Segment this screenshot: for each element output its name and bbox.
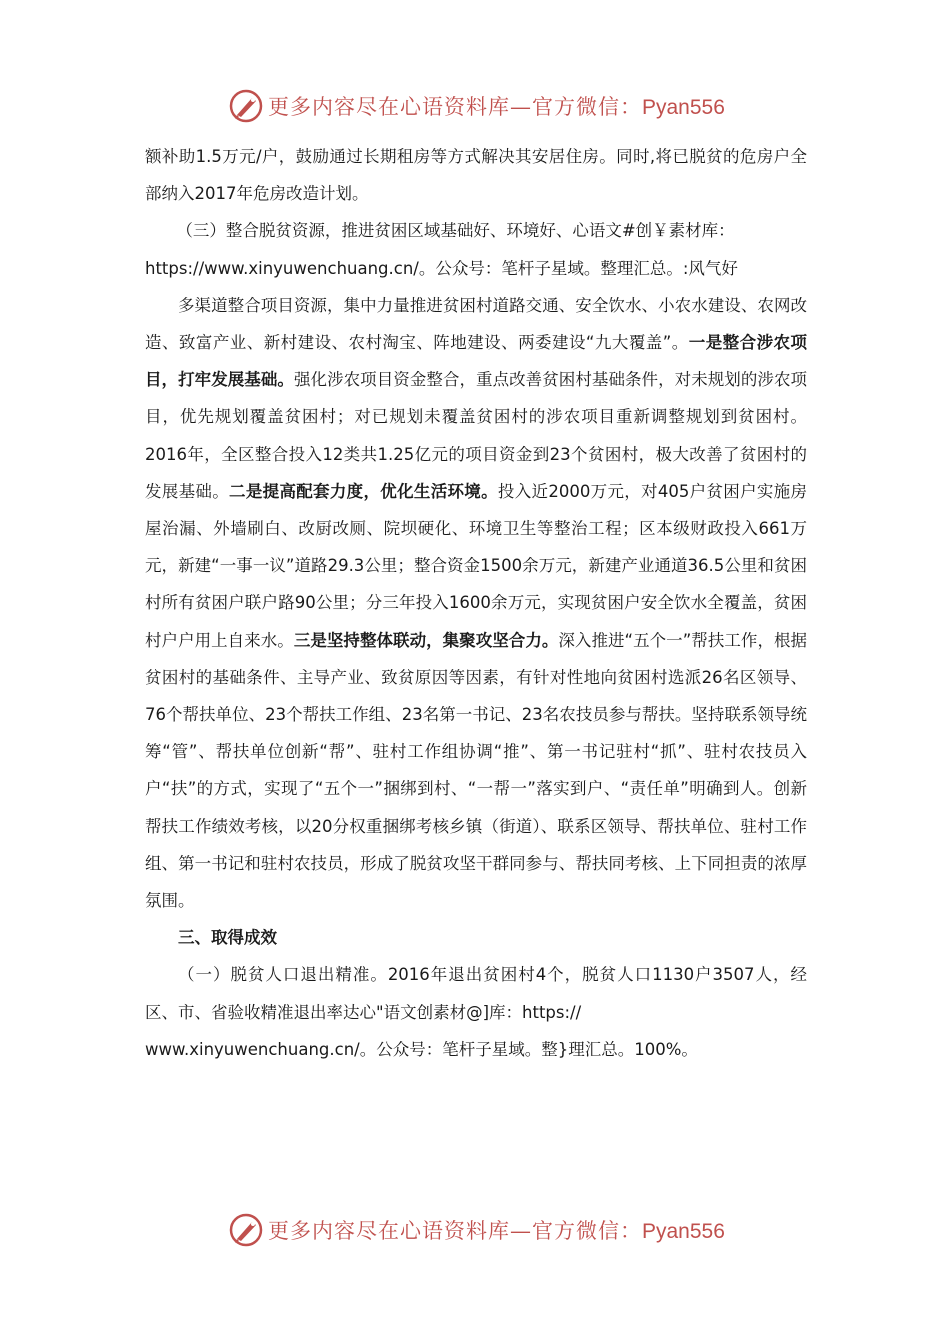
header-watermark-banner	[228, 86, 725, 126]
bold-point-three: 三是坚持整体联动，集聚攻坚合力。	[293, 630, 559, 650]
footer-watermark-banner	[228, 1210, 725, 1250]
paragraph-subsidy: 额补助1.5万元/户，鼓励通过长期租房等方式解决其安居住房。同时,将已脱贫的危房户全部纳入2017年危房改造计划。	[145, 147, 807, 204]
banner-wechat-id: Pyan556	[642, 96, 725, 119]
section-heading-results: 三、取得成效	[178, 928, 277, 948]
paragraph-exit-accuracy: （一）脱贫人口退出精准。2016年退出贫困村4个，脱贫人口1130户3507人，经区、市、省验收精准退出率达心"语文创素材@]库：https://	[145, 965, 807, 1022]
pen-nib-circle-icon	[228, 1212, 264, 1248]
banner-wechat-id: Pyan556	[642, 1220, 725, 1243]
bold-point-one: 一是整合涉农项目，打牢发展基础。	[145, 333, 807, 390]
document-body	[145, 138, 807, 1068]
banner-text: 更多内容尽在心语资料库—官方微信：Pyan556	[268, 1219, 725, 1243]
banner-text: 更多内容尽在心语资料库—官方微信：Pyan556	[268, 95, 725, 119]
bold-point-two: 二是提高配套力度，优化生活环境。	[229, 481, 498, 501]
paragraph-integration: 多渠道整合项目资源，集中力量推进贫困村道路交通、安全饮水、小农水建设、农网改造、致富产业、新村建设、农村淘宝、阵地建设、两委建设“九大覆盖”。一是整合涉农项目，打牢发展基础。强化涉农项目资金整合，重点改善贫困村基础条件，对未规划的涉农项目，优先规划覆盖贫困村；对已规划未覆盖贫困村的涉农项目重新调整规划到贫困村。2016年，全区整合投入12类共1.25亿元的项目资金到23个贫困村，极大改善了贫困村的发展基础。二是提高配套力度，优化生活环境。投入近2000万元，对405户贫困户实施房屋治漏、外墙刷白、改厨改厕、院坝硬化、环境卫生等整治工程；区本级财政投入661万元，新建“一事一议”道路29.3公里；整合资金1500余万元，新建产业通道36.5公里和贫困村所有贫困户联户路90公里；分三年投入1600余万元，实现贫困户安全饮水全覆盖，贫困村户户用上自来水。三是坚持整体联动，集聚攻坚合力。深入推进“五个一”帮扶工作，根据贫困村的基础条件、主导产业、致贫原因等因素，有针对性地向贫困村选派26名区领导、76个帮扶单位、23个帮扶工作组、23名第一书记、23名农技员参与帮扶。坚持联系领导统筹“管”、帮扶单位创新“帮”、驻村工作组协调“推”、第一书记驻村“抓”、驻村农技员入户“扶”的方式，实现了“五个一”捆绑到村、“一帮一”落实到户、“责任单”明确到人。创新帮扶工作绩效考核，以20分权重捆绑考核乡镇（街道）、联系区领导、帮扶单位、驻村工作组、第一书记和驻村农技员，形成了脱贫攻坚干群同参与、帮扶同考核、上下同担责的浓厚氛围。	[145, 295, 808, 911]
paragraph-section-three-title: （三）整合脱贫资源，推进贫困区域基础好、环境好、心语文#创￥素材库：	[176, 221, 735, 241]
paragraph-exit-accuracy-cont: www.xinyuwenchuang.cn/。公众号：笔杆子星域。整}理汇总。100%。	[145, 1039, 698, 1059]
pen-nib-circle-icon	[228, 88, 264, 124]
paragraph-section-three-title-cont: https://www.xinyuwenchuang.cn/。公众号：笔杆子星域。整理汇总。:风气好	[145, 258, 738, 278]
